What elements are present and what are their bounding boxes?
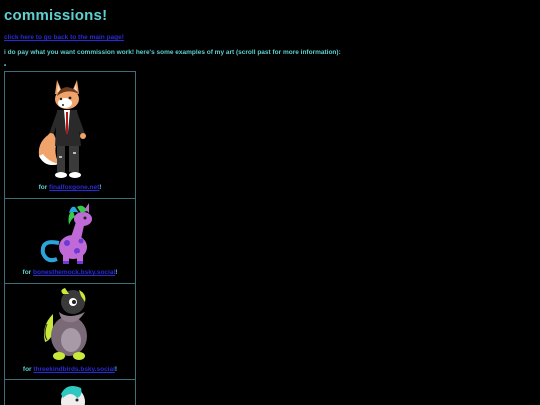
- gallery-caption: [5, 269, 135, 277]
- artist-link[interactable]: finalfoxgone.net: [49, 184, 100, 191]
- back-to-main-link[interactable]: click here to go back to the main page!: [4, 34, 124, 41]
- caption-suffix: !: [99, 184, 102, 191]
- partial-character-art: [37, 380, 103, 405]
- gallery-cell: [5, 199, 136, 284]
- caption-prefix: for: [22, 269, 34, 276]
- pony-character-art: [37, 199, 103, 269]
- caption-suffix: !: [114, 366, 118, 373]
- commission-gallery: [4, 71, 136, 405]
- bullet-dot: •: [4, 63, 7, 69]
- fox-character-art: [35, 72, 105, 184]
- gallery-cell: [5, 380, 136, 405]
- gallery-caption: [5, 366, 135, 374]
- caption-prefix: for: [22, 366, 34, 373]
- caption-suffix: !: [115, 269, 118, 276]
- gallery-caption: [5, 184, 135, 192]
- caption-prefix: for: [38, 184, 50, 191]
- gallery-cell: [5, 284, 136, 380]
- gallery-cell: [5, 72, 136, 199]
- artist-link[interactable]: bonesthemock.bsky.social: [33, 269, 116, 276]
- artist-link[interactable]: threekindbirds.bsky.social: [33, 366, 115, 373]
- intro-text: i do pay what you want commission work! here's some examples of my art (scroll past for more information):: [4, 49, 341, 56]
- page-title: commissions!: [4, 7, 108, 24]
- bird-creature-art: [37, 284, 103, 366]
